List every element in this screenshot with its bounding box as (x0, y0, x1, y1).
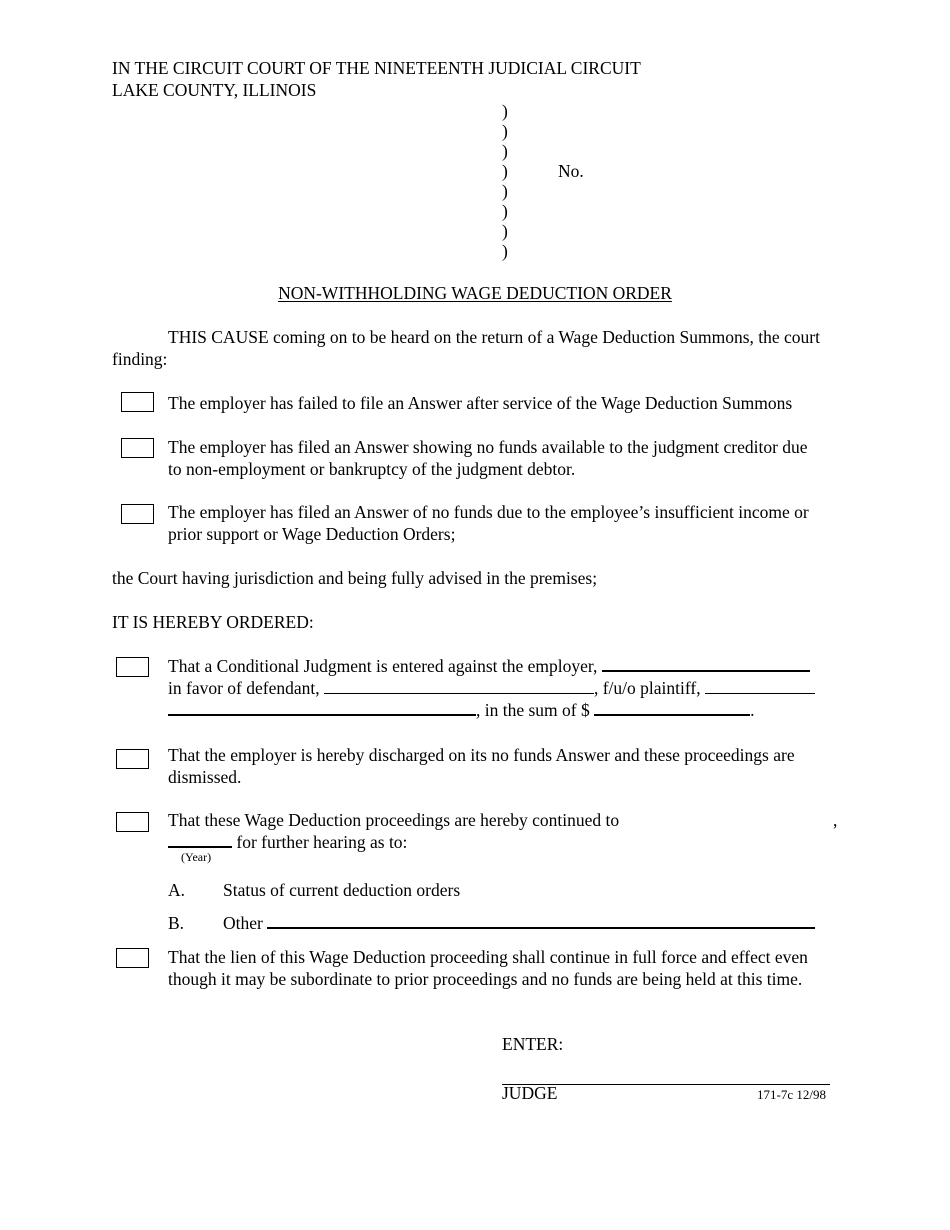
court-name: IN THE CIRCUIT COURT OF THE NINETEENTH JUDICIAL CIRCUIT (112, 58, 641, 78)
employer-name-field[interactable] (602, 655, 810, 672)
item-a-letter: A. (168, 880, 186, 900)
county-name: LAKE COUNTY, ILLINOIS (112, 80, 317, 100)
conditional-judgment-text: That a Conditional Judgment is entered against the employer, (168, 656, 598, 676)
sum-amount-field[interactable] (594, 699, 750, 716)
finding-1-text: The employer has failed to file an Answer after service of the Wage Deduction Summons (168, 393, 793, 413)
finding-2-line-1: The employer has filed an Answer showing no funds available to the judgment creditor due (168, 437, 808, 457)
item-a-text: Status of current deduction orders (223, 880, 461, 900)
jurisdiction-text: the Court having jurisdiction and being fully advised in the premises; (112, 568, 598, 588)
caption-paren: ) (502, 141, 508, 161)
caption-paren: ) (502, 221, 508, 241)
finding-3-line-2: prior support or Wage Deduction Orders; (168, 524, 456, 544)
discharged-line-1: That the employer is hereby discharged on its no funds Answer and these proceedings are (168, 745, 795, 765)
in-favor-of-defendant-label: in favor of defendant, (168, 678, 320, 698)
caption-paren: ) (502, 161, 508, 181)
fuo-plaintiff-label: , f/u/o plaintiff, (593, 678, 701, 698)
further-hearing-text: for further hearing as to: (236, 832, 408, 852)
conditional-judgment-checkbox[interactable] (116, 657, 149, 677)
form-number: 171-7c 12/98 (757, 1087, 826, 1102)
lien-checkbox[interactable] (116, 948, 149, 968)
caption-paren: ) (502, 241, 508, 261)
continued-checkbox[interactable] (116, 812, 149, 832)
caption-paren: ) (502, 101, 508, 121)
sum-period: . (750, 700, 755, 720)
conditional-judgment-line-3 (168, 699, 755, 721)
item-b-text: Other (223, 913, 263, 933)
caption-paren: ) (502, 121, 508, 141)
finding-3-line-1: The employer has filed an Answer of no funds due to the employee’s insufficient income or (168, 502, 809, 522)
finding-1-checkbox[interactable] (121, 392, 154, 412)
continued-date-comma: , (833, 810, 838, 830)
document-title: NON-WITHHOLDING WAGE DEDUCTION ORDER (278, 283, 672, 303)
year-caption: (Year) (181, 850, 212, 864)
plaintiff-name-continued-field[interactable] (168, 699, 476, 716)
year-field[interactable] (168, 831, 232, 848)
continued-line-1: That these Wage Deduction proceedings are hereby continued to (168, 810, 620, 830)
finding-3-checkbox[interactable] (121, 504, 154, 524)
intro-line-1: THIS CAUSE coming on to be heard on the return of a Wage Deduction Summons, the court (168, 327, 820, 347)
item-b-line (223, 912, 815, 934)
conditional-judgment-line-2 (168, 677, 815, 699)
item-b-letter: B. (168, 913, 185, 933)
enter-label: ENTER: (502, 1034, 564, 1054)
intro-line-2: finding: (112, 349, 168, 369)
discharged-checkbox[interactable] (116, 749, 149, 769)
caption-paren: ) (502, 201, 508, 221)
plaintiff-name-field[interactable] (705, 678, 815, 694)
defendant-name-field[interactable] (324, 678, 594, 694)
ordered-heading: IT IS HEREBY ORDERED: (112, 612, 314, 632)
sum-label: , in the sum of $ (476, 700, 590, 720)
finding-2-checkbox[interactable] (121, 438, 154, 458)
finding-2-line-2: to non-employment or bankruptcy of the judgment debtor. (168, 459, 576, 479)
conditional-judgment-line-1 (168, 655, 810, 677)
discharged-line-2: dismissed. (168, 767, 242, 787)
case-number-label: No. (558, 161, 584, 181)
lien-line-1: That the lien of this Wage Deduction proceeding shall continue in full force and effect even (168, 947, 808, 967)
other-field[interactable] (267, 912, 815, 929)
caption-paren: ) (502, 181, 508, 201)
judge-label: JUDGE (502, 1083, 558, 1103)
lien-line-2: though it may be subordinate to prior proceedings and no funds are being held at this time. (168, 969, 803, 989)
